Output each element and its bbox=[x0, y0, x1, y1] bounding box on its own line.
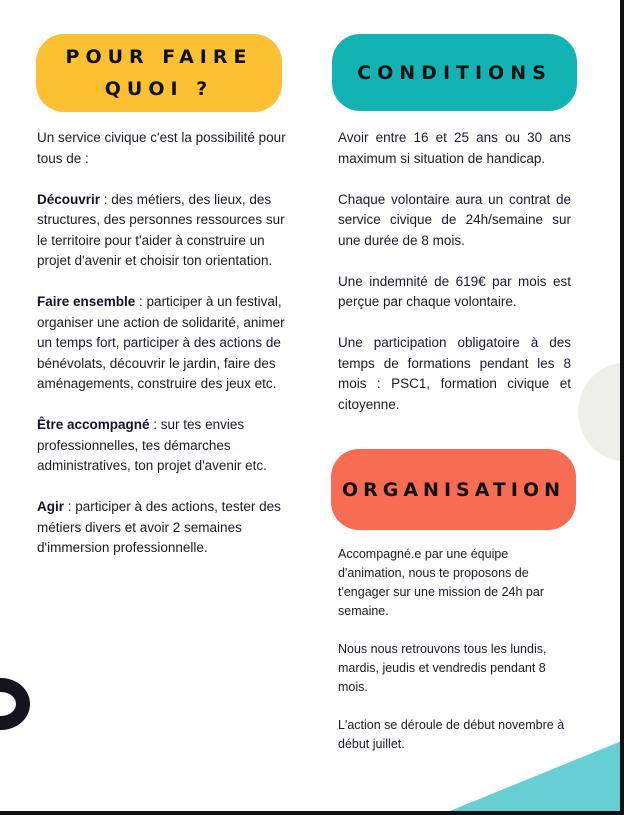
organisation-period-paragraph: L'action se déroule de début novembre à début juillet. bbox=[338, 718, 565, 751]
agir-term: Agir bbox=[37, 499, 64, 514]
page-right-border bbox=[620, 0, 624, 815]
conditions-header bbox=[332, 34, 577, 111]
decorative-gray-circle bbox=[578, 362, 624, 462]
page-bottom-border bbox=[0, 811, 624, 815]
conditions-training-paragraph: Une participation obligatoire à des temps de formations pendant les 8 mois : PSC1, formation civique et citoyenne. bbox=[338, 335, 571, 412]
faire-ensemble-term: Faire ensemble bbox=[37, 294, 136, 309]
decorative-ring-shape bbox=[0, 678, 30, 730]
organisation-title: ORGANISATION bbox=[341, 478, 566, 501]
etre-accompagne-text: : sur tes envies professionnelles, tes démarches administratives, ton projet d'avenir etc. bbox=[37, 417, 267, 473]
organisation-team-paragraph: Accompagné.e par une équipe d'animation, nous te proposons de t'engager sur une mission de 24h par semaine. bbox=[338, 547, 544, 618]
pour-faire-quoi-section bbox=[37, 128, 295, 579]
organisation-header bbox=[331, 449, 576, 530]
conditions-section bbox=[338, 128, 571, 436]
agir-paragraph bbox=[37, 497, 295, 559]
pour-faire-quoi-title: POUR FAIRE QUOI ? bbox=[65, 46, 253, 100]
etre-accompagne-paragraph bbox=[37, 415, 295, 477]
faire-ensemble-paragraph bbox=[37, 292, 295, 395]
conditions-indemnity-paragraph: Une indemnité de 619€ par mois est perçue par chaque volontaire. bbox=[338, 273, 571, 309]
pour-faire-quoi-header bbox=[36, 34, 282, 112]
conditions-contract-paragraph: Chaque volontaire aura un contrat de service civique de 24h/semaine sur une durée de 8 mois. bbox=[338, 191, 571, 248]
etre-accompagne-term: Être accompagné bbox=[37, 417, 150, 432]
agir-text: : participer à des actions, tester des métiers divers et avoir 2 semaines d'immersion professionnelle. bbox=[37, 499, 281, 555]
faire-ensemble-text: : participer à un festival, organiser une action de solidarité, animer un temps fort, participer à des actions de bénévolats, découvrir le jardin, faire des aménagements, construire des jeux etc. bbox=[37, 294, 285, 391]
decouvrir-paragraph bbox=[37, 190, 295, 272]
conditions-title: CONDITIONS bbox=[357, 61, 552, 84]
organisation-section bbox=[338, 545, 570, 773]
organisation-days-paragraph: Nous nous retrouvons tous les lundis, mardis, jeudis et vendredis pendant 8 mois. bbox=[338, 642, 547, 694]
decouvrir-text: : des métiers, des lieux, des structures, des personnes ressources sur le territoire pour t'aider à construire un projet d'avenir et choisir ton orientation. bbox=[37, 191, 285, 268]
conditions-age-paragraph: Avoir entre 16 et 25 ans ou 30 ans maximum si situation de handicap. bbox=[338, 130, 571, 166]
intro-paragraph: Un service civique c'est la possibilité pour tous de : bbox=[37, 130, 286, 166]
decouvrir-term: Découvrir bbox=[37, 191, 101, 207]
